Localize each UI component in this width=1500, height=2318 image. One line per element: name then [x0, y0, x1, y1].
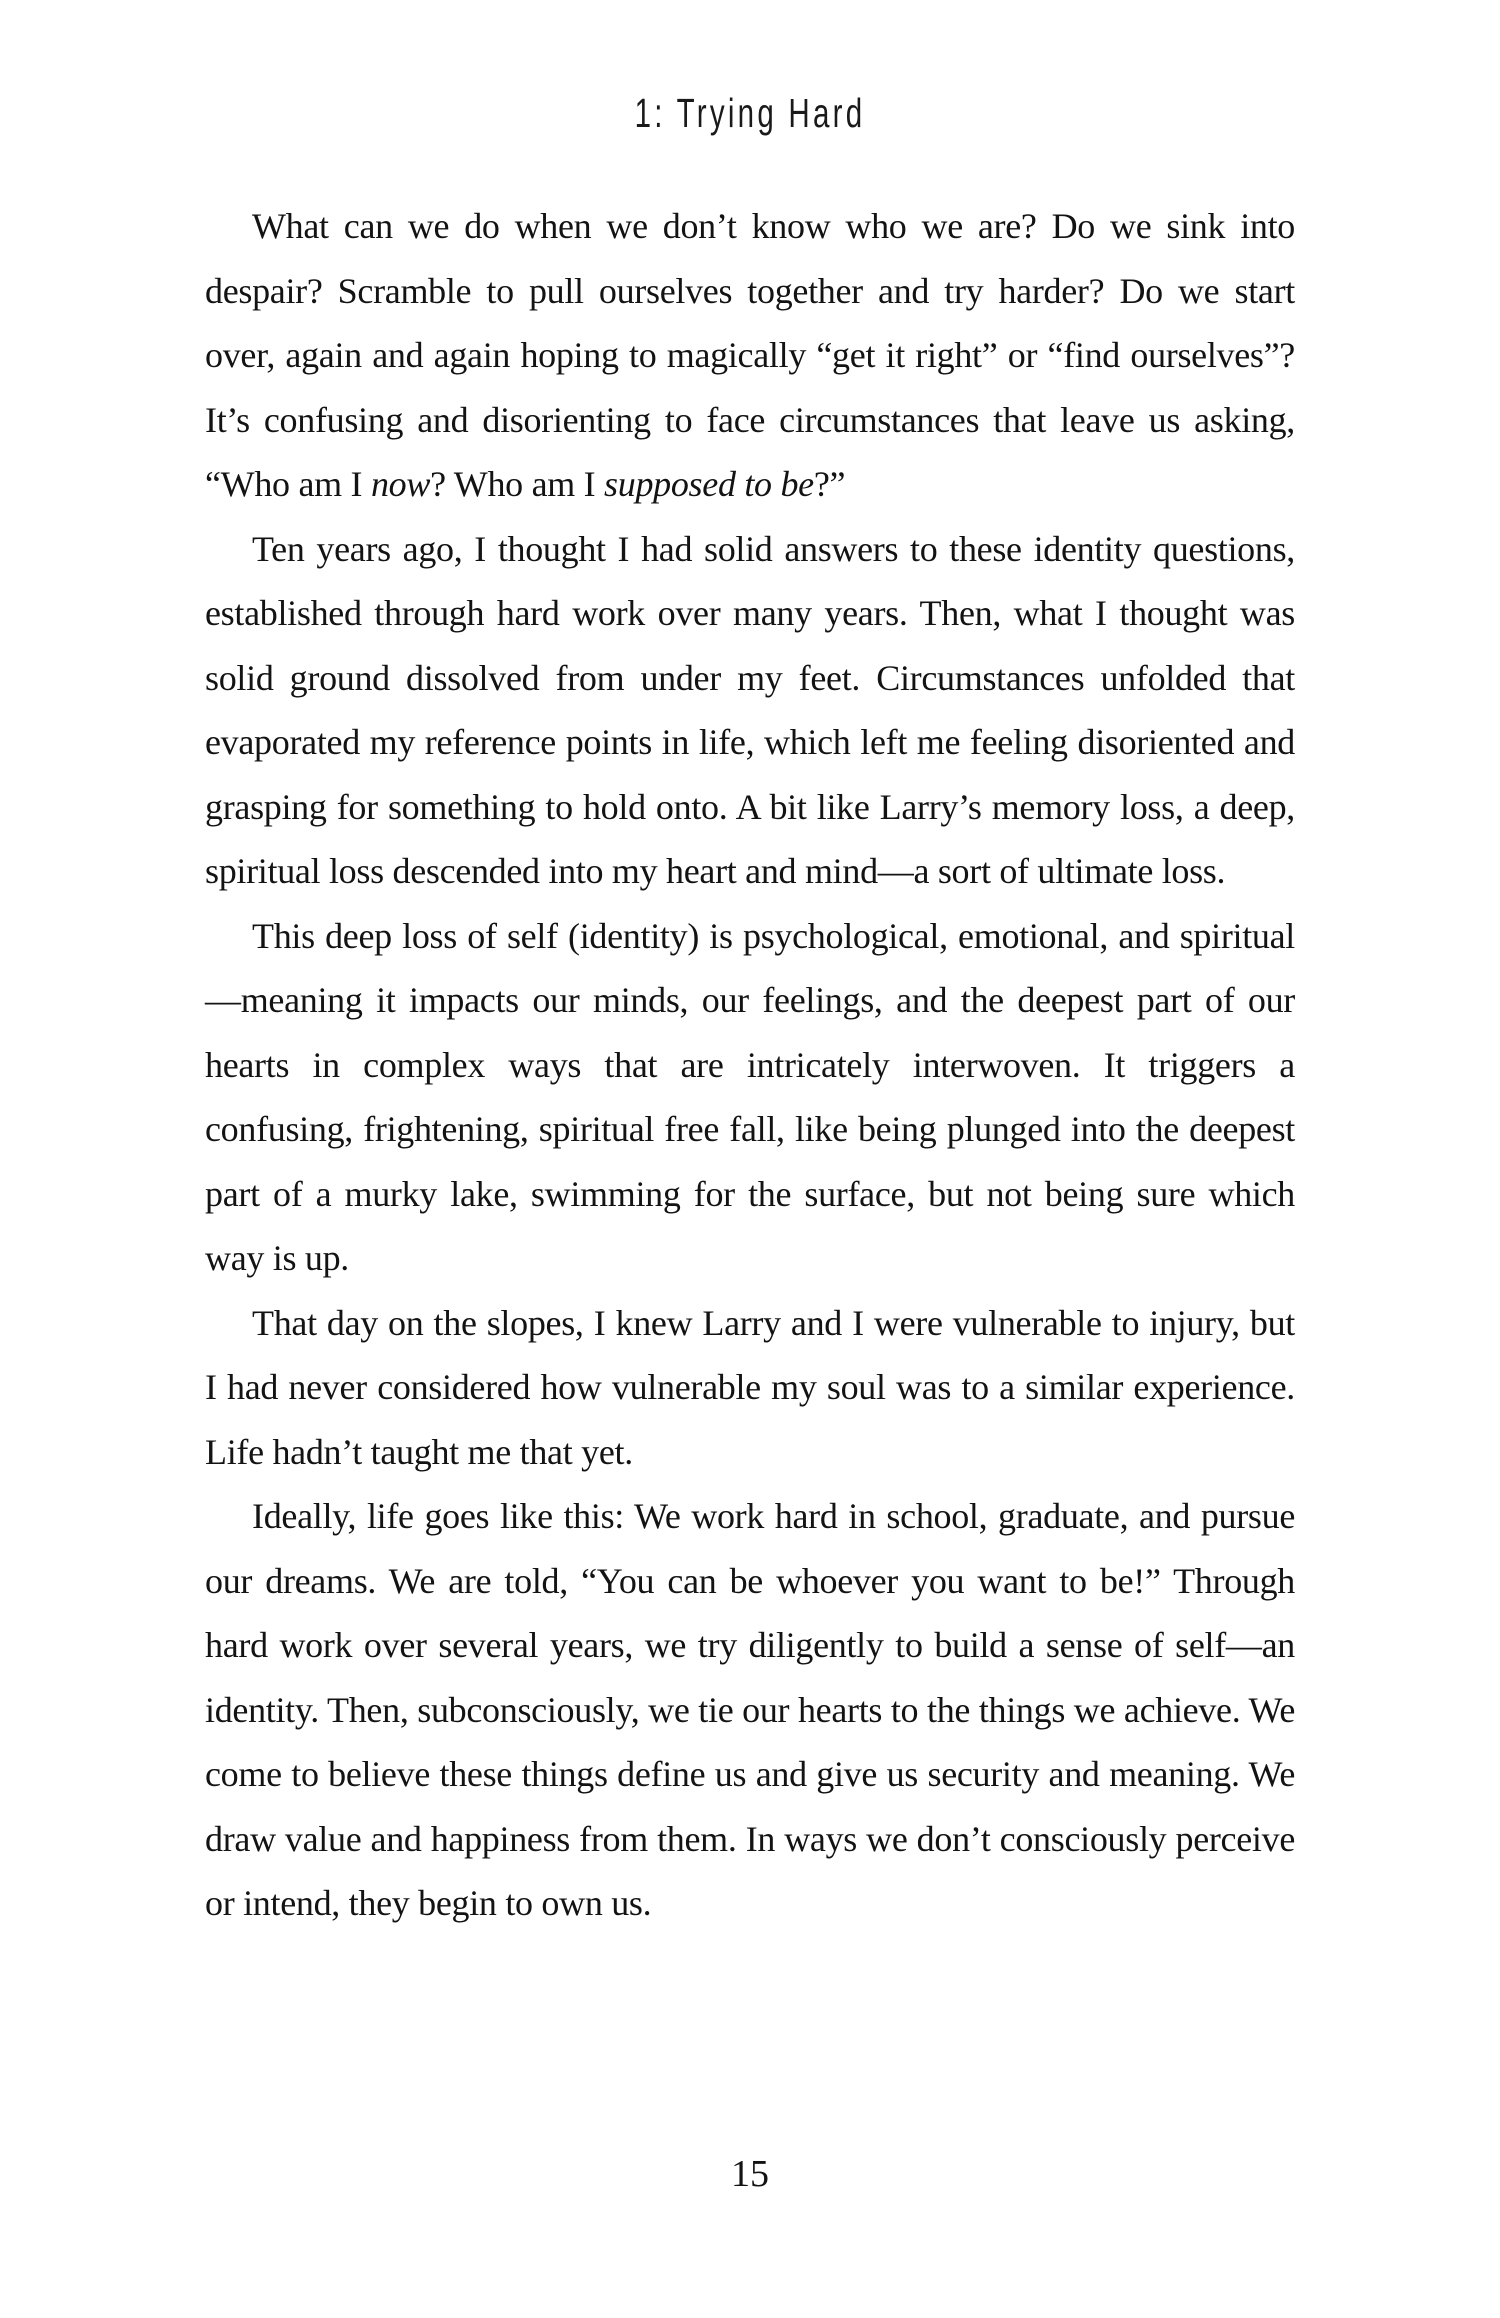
- body-text-column: [205, 194, 1295, 1936]
- text-segment: ?”: [813, 464, 846, 504]
- text-segment: What can we do when we don’t know who we are? Do we sink into despair? Scramble to pull ourselves together and try harder? Do we start over, again and again hoping to magically “get it right” or “find ourselves”? It’s confusing and disorienting to face circumstances that leave us asking, “Who am I: [205, 206, 1295, 504]
- paragraph: [205, 194, 1295, 517]
- text-segment: This deep loss of self (identity) is psychological, emotional, and spiritual—meaning it impacts our minds, our feelings, and the deepest part of our hearts in complex ways that are intricately interwoven. It triggers a confusing, frightening, spiritual free fall, like being plunged into the deepest part of a murky lake, swimming for the surface, but not being sure which way is up.: [205, 915, 1295, 1278]
- text-segment: Ideally, life goes like this: We work hard in school, graduate, and pursue our dreams. We are told, “You can be whoever you want to be!” Through hard work over several years, we try diligently to build a sense of self—an identity. Then, subconsciously, we tie our hearts to the things we achieve. We come to believe these things define us and give us security and meaning. We draw value and happiness from them. In ways we don’t consciously perceive or intend, they begin to own us.: [205, 1496, 1295, 1923]
- text-segment: That day on the slopes, I knew Larry and I were vulnerable to injury, but I had never considered how vulnerable my soul was to a similar experience. Life hadn’t taught me that yet.: [205, 1302, 1295, 1472]
- page-number: 15: [731, 2153, 769, 2195]
- text-segment: ? Who am I: [430, 464, 605, 504]
- paragraph: [205, 1291, 1295, 1485]
- paragraph: [205, 904, 1295, 1291]
- text-segment: Ten years ago, I thought I had solid answers to these identity questions, established through hard work over many years. Then, what I thought was solid ground dissolved from under my feet. Circumstances unfolded that evaporated my reference points in life, which left me feeling disoriented and grasping for something to hold onto. A bit like Larry’s memory loss, a deep, spiritual loss descended into my heart and mind—a sort of ultimate loss.: [205, 528, 1295, 891]
- paragraph: [205, 517, 1295, 904]
- chapter-running-head: 1: Trying Hard: [634, 90, 866, 136]
- paragraph: [205, 1484, 1295, 1936]
- italic-text-segment: now: [370, 464, 431, 504]
- italic-text-segment: supposed to be: [604, 464, 814, 504]
